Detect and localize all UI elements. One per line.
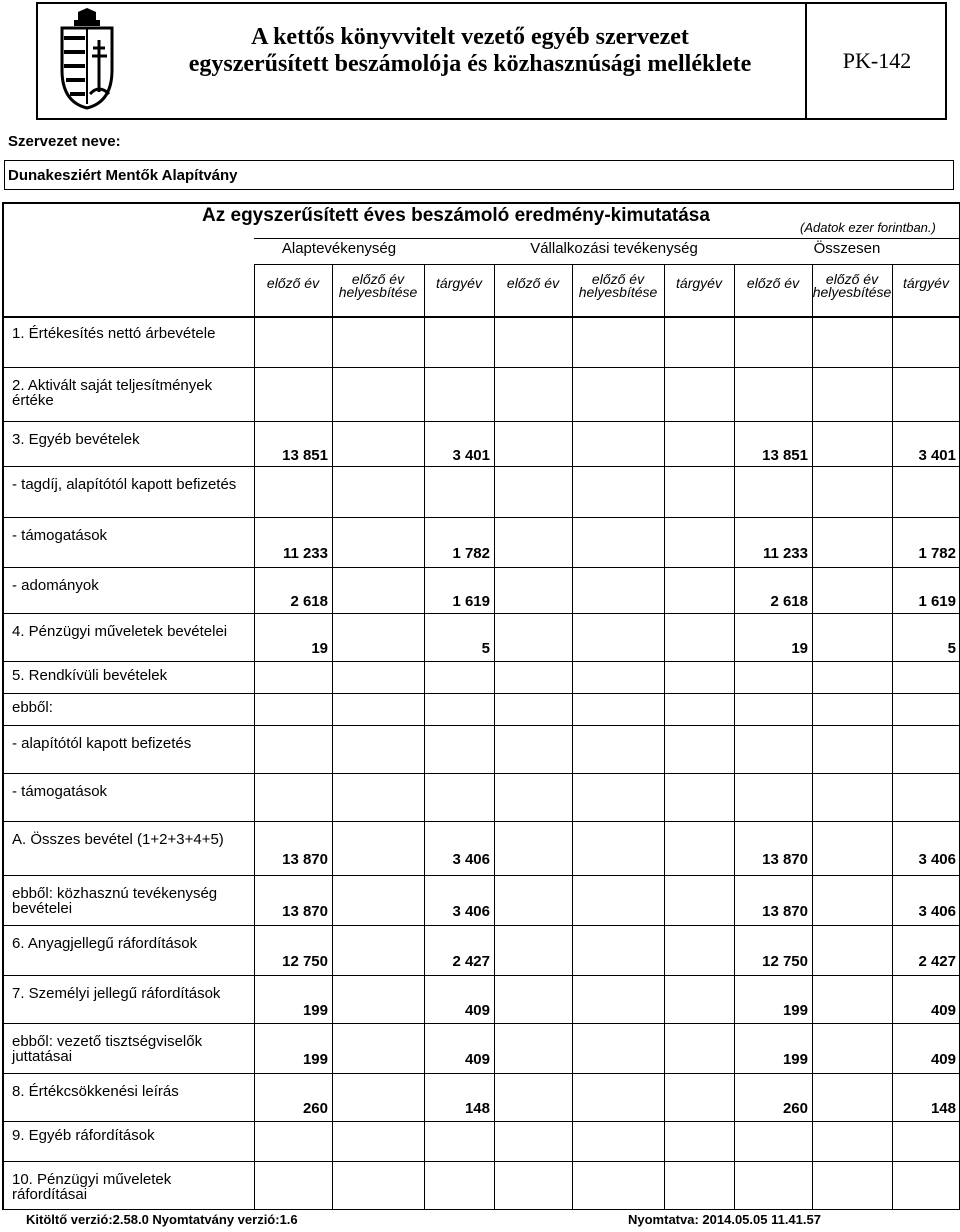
org-name-field: Dunakesziért Mentők Alapítvány xyxy=(4,160,954,190)
value-cell: 13 851 xyxy=(762,446,808,464)
row-label: 1. Értékesítés nettó árbevétele xyxy=(12,325,216,342)
row-line xyxy=(2,693,960,694)
value-cell: 199 xyxy=(302,1051,328,1068)
column-line xyxy=(254,264,255,1210)
value-cell: 2 618 xyxy=(290,593,328,610)
column-header: előző év helyesbítése xyxy=(812,271,892,300)
value-cell: 3 406 xyxy=(452,903,490,920)
value-cell: 148 xyxy=(930,1100,956,1117)
column-line xyxy=(812,264,813,1210)
form-title: A kettős könyvvitelt vezető egyéb szervezet egyszerűsített beszámolója és közhasznúsági melléklete xyxy=(188,24,752,77)
row-line xyxy=(2,661,960,662)
column-line xyxy=(494,264,495,1210)
value-cell: 12 750 xyxy=(282,953,328,970)
value-cell: 3 406 xyxy=(452,851,490,868)
row-label: 5. Rendkívüli bevételek xyxy=(12,667,168,684)
row-line xyxy=(2,1121,960,1122)
group-header: Alaptevékenység xyxy=(281,240,397,257)
value-cell: 260 xyxy=(302,1100,328,1117)
column-line xyxy=(332,264,333,1210)
row-label: 10. Pénzügyi műveletek ráfordításai xyxy=(12,1171,172,1203)
value-cell: 409 xyxy=(930,1051,956,1068)
column-header: előző év xyxy=(266,275,320,291)
row-label: - adományok xyxy=(12,577,99,594)
group-header: Összesen xyxy=(813,240,881,257)
value-cell: 11 233 xyxy=(762,545,808,562)
value-cell: 3 401 xyxy=(918,446,956,464)
column-line xyxy=(734,264,735,1210)
value-cell: 199 xyxy=(782,1051,808,1068)
column-header: előző év helyesbítése xyxy=(338,271,418,300)
row-label: 4. Pénzügyi műveletek bevételei xyxy=(12,623,228,640)
unit-note: (Adatok ezer forintban.) xyxy=(800,220,936,235)
value-cell: 260 xyxy=(782,1100,808,1117)
value-cell: 1 619 xyxy=(918,593,956,610)
row-line xyxy=(2,421,960,422)
row-line xyxy=(2,466,960,467)
row-label: - tagdíj, alapítótól kapott befizetés xyxy=(12,476,237,493)
row-label: - támogatások xyxy=(12,527,108,544)
value-cell: 5 xyxy=(947,640,956,657)
row-label: 8. Értékcsökkenési leírás xyxy=(12,1083,179,1100)
row-line xyxy=(2,725,960,726)
row-line xyxy=(2,875,960,876)
column-header: előző év helyesbítése xyxy=(578,271,658,300)
value-cell: 199 xyxy=(302,1002,328,1019)
row-line xyxy=(2,773,960,774)
row-line xyxy=(2,1161,960,1162)
header-bottom-line xyxy=(2,316,960,318)
print-timestamp: Nyomtatva: 2014.05.05 11.41.57 xyxy=(628,1212,821,1227)
value-cell: 19 xyxy=(791,640,808,657)
table-title: Az egyszerűsített éves beszámoló eredmény-kimutatása xyxy=(202,205,710,226)
row-label: 9. Egyéb ráfordítások xyxy=(12,1127,155,1144)
value-cell: 1 619 xyxy=(452,593,490,610)
row-label: A. Összes bevétel (1+2+3+4+5) xyxy=(12,831,224,848)
value-cell: 19 xyxy=(311,640,328,657)
value-cell: 2 618 xyxy=(770,593,808,610)
form-code: PK-142 xyxy=(805,2,947,120)
group-header: Vállalkozási tevékenység xyxy=(530,240,698,257)
value-cell: 11 233 xyxy=(282,545,328,562)
income-statement-table xyxy=(2,202,960,1210)
version-info: Kitöltő verzió:2.58.0 Nyomtatvány verzió:1.6 xyxy=(26,1212,298,1227)
value-cell: 3 401 xyxy=(452,446,490,464)
group-header-line xyxy=(254,238,960,239)
column-header: tárgyév xyxy=(436,275,482,291)
row-line xyxy=(2,975,960,976)
row-label: 6. Anyagjellegű ráfordítások xyxy=(12,935,198,952)
table-border xyxy=(2,202,960,204)
value-cell: 13 870 xyxy=(282,903,328,920)
column-line xyxy=(424,264,425,1210)
value-cell: 409 xyxy=(464,1002,490,1019)
value-cell: 2 427 xyxy=(918,953,956,970)
row-line xyxy=(2,517,960,518)
row-label: 2. Aktivált saját teljesítmények értéke xyxy=(12,377,213,409)
row-line xyxy=(2,567,960,568)
value-cell: 1 782 xyxy=(452,545,490,562)
org-name-label: Szervezet neve: xyxy=(8,133,121,150)
value-cell: 12 750 xyxy=(762,953,808,970)
row-label: - támogatások xyxy=(12,783,108,800)
table-border xyxy=(2,202,4,1210)
column-line xyxy=(664,264,665,1210)
value-cell: 13 870 xyxy=(282,851,328,868)
value-cell: 409 xyxy=(464,1051,490,1068)
value-cell: 199 xyxy=(782,1002,808,1019)
column-line xyxy=(572,264,573,1210)
value-cell: 3 406 xyxy=(918,903,956,920)
subheader-line xyxy=(254,264,960,265)
row-label: - alapítótól kapott befizetés xyxy=(12,735,192,752)
value-cell: 1 782 xyxy=(918,545,956,562)
value-cell: 3 406 xyxy=(918,851,956,868)
column-line xyxy=(892,264,893,1210)
column-header: előző év xyxy=(746,275,800,291)
row-line xyxy=(2,925,960,926)
row-label: ebből: xyxy=(12,699,53,716)
value-cell: 2 427 xyxy=(452,953,490,970)
column-header: tárgyév xyxy=(676,275,722,291)
row-line xyxy=(2,1073,960,1074)
row-line xyxy=(2,613,960,614)
value-cell: 148 xyxy=(464,1100,490,1117)
row-label: 7. Személyi jellegű ráfordítások xyxy=(12,985,221,1002)
row-line xyxy=(2,1023,960,1024)
row-label: ebből: vezető tisztségviselők juttatásai xyxy=(12,1033,203,1065)
row-line xyxy=(2,821,960,822)
column-header: előző év xyxy=(506,275,560,291)
row-line xyxy=(2,1209,960,1210)
row-line xyxy=(2,367,960,368)
row-label: ebből: közhasznú tevékenység bevételei xyxy=(12,885,218,917)
value-cell: 409 xyxy=(930,1002,956,1019)
column-header: tárgyév xyxy=(903,275,949,291)
value-cell: 13 870 xyxy=(762,903,808,920)
value-cell: 13 870 xyxy=(762,851,808,868)
value-cell: 5 xyxy=(481,640,490,657)
coat-of-arms-icon xyxy=(52,6,122,110)
row-label: 3. Egyéb bevételek xyxy=(12,431,140,448)
value-cell: 13 851 xyxy=(282,446,328,464)
